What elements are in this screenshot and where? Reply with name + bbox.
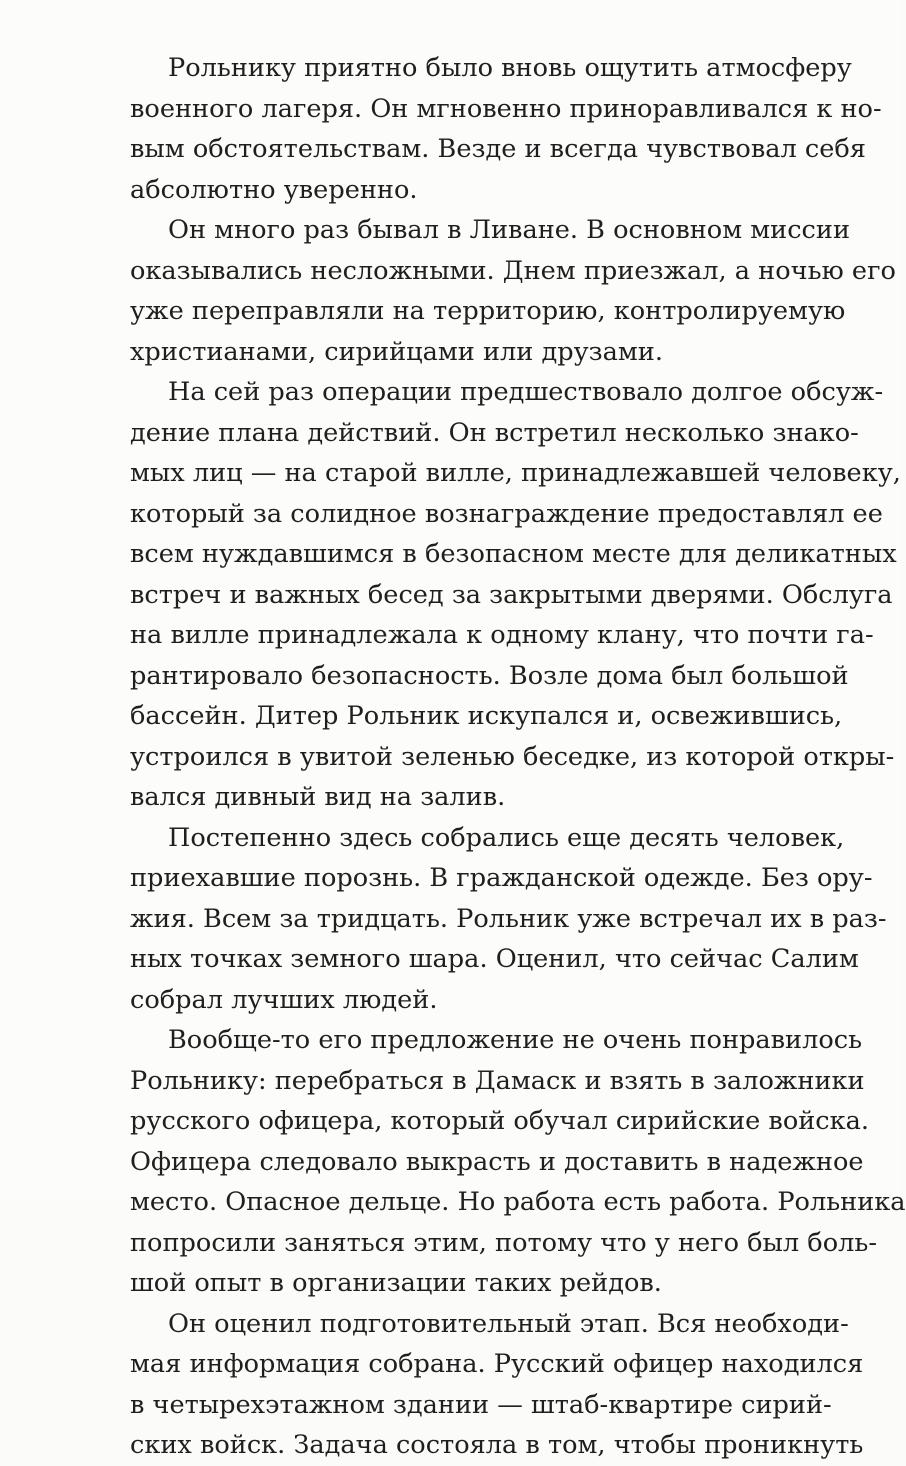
text-line: в четырехэтажном здании — штаб-квартире сирий-: [130, 1389, 832, 1420]
text-line: место. Опасное дельце. Но работа есть работа. Рольника: [130, 1187, 906, 1217]
text-line: рантировало безопасность. Возле дома был большой: [130, 660, 849, 691]
text-line: дение плана действий. Он встретил несколько знако-: [130, 417, 859, 448]
text-line: вался дивный вид на залив.: [130, 782, 506, 812]
text-line: ных точках земного шара. Оценил, что сейчас Салим: [130, 944, 859, 974]
text-line: который за солидное вознаграждение предоставлял ее: [130, 498, 883, 529]
text-line: оказывались несложными. Днем приезжал, а ночью его: [130, 255, 896, 286]
text-line: на вилле принадлежала к одному клану, что почти га-: [130, 620, 874, 650]
text-line: На сей раз операции предшествовало долгое обсуж-: [168, 377, 884, 407]
text-line: приехавшие порознь. В гражданской одежде. Без ору-: [130, 863, 873, 893]
text-line: собрал лучших людей.: [130, 984, 438, 1015]
text-line: уже переправляли на территорию, контролируемую: [130, 296, 846, 326]
text-line: Вообще-то его предложение не очень понравилось: [168, 1025, 863, 1055]
text-line: вым обстоятельствам. Везде и всегда чувствовал себя: [130, 134, 866, 164]
text-line: Офицера следовало выкрасть и доставить в надежное: [130, 1146, 864, 1177]
text-line: Рольнику приятно было вновь ощутить атмосферу: [168, 53, 852, 83]
text-line: Рольнику: перебраться в Дамаск и взять в заложники: [130, 1065, 865, 1096]
text-line: жия. Всем за тридцать. Рольник уже встречал их в раз-: [130, 903, 887, 934]
page-text: [130, 48, 906, 1466]
text-line: абсолютно уверенно.: [130, 174, 418, 205]
text-line: христианами, сирийцами или друзами.: [130, 336, 663, 367]
text-line: шой опыт в организации таких рейдов.: [130, 1268, 662, 1298]
text-line: военного лагеря. Он мгновенно приноравливался к но-: [130, 93, 882, 124]
text-line: мых лиц — на старой вилле, принадлежавшей человеку,: [130, 458, 901, 488]
text-line: Он много раз бывал в Ливане. В основном миссии: [168, 215, 851, 245]
text-line: устроился в увитой зеленью беседке, из которой откры-: [130, 741, 895, 772]
text-line: Он оценил подготовительный этап. Вся необходи-: [168, 1308, 849, 1339]
text-line: встреч и важных бесед за закрытыми дверями. Обслуга: [130, 579, 893, 610]
text-line: ских войск. Задача состояла в том, чтобы проникнуть: [130, 1430, 864, 1460]
text-line: всем нуждавшимся в безопасном месте для деликатных: [130, 539, 897, 569]
text-line: мая информация собрана. Русский офицер находился: [130, 1349, 864, 1379]
text-line: русского офицера, который обучал сирийские войска.: [130, 1106, 870, 1136]
text-line: попросили заняться этим, потому что у него был боль-: [130, 1227, 877, 1258]
text-line: Постепенно здесь собрались еще десять человек,: [168, 822, 845, 853]
text-line: бассейн. Дитер Рольник искупался и, освежившись,: [130, 701, 843, 731]
